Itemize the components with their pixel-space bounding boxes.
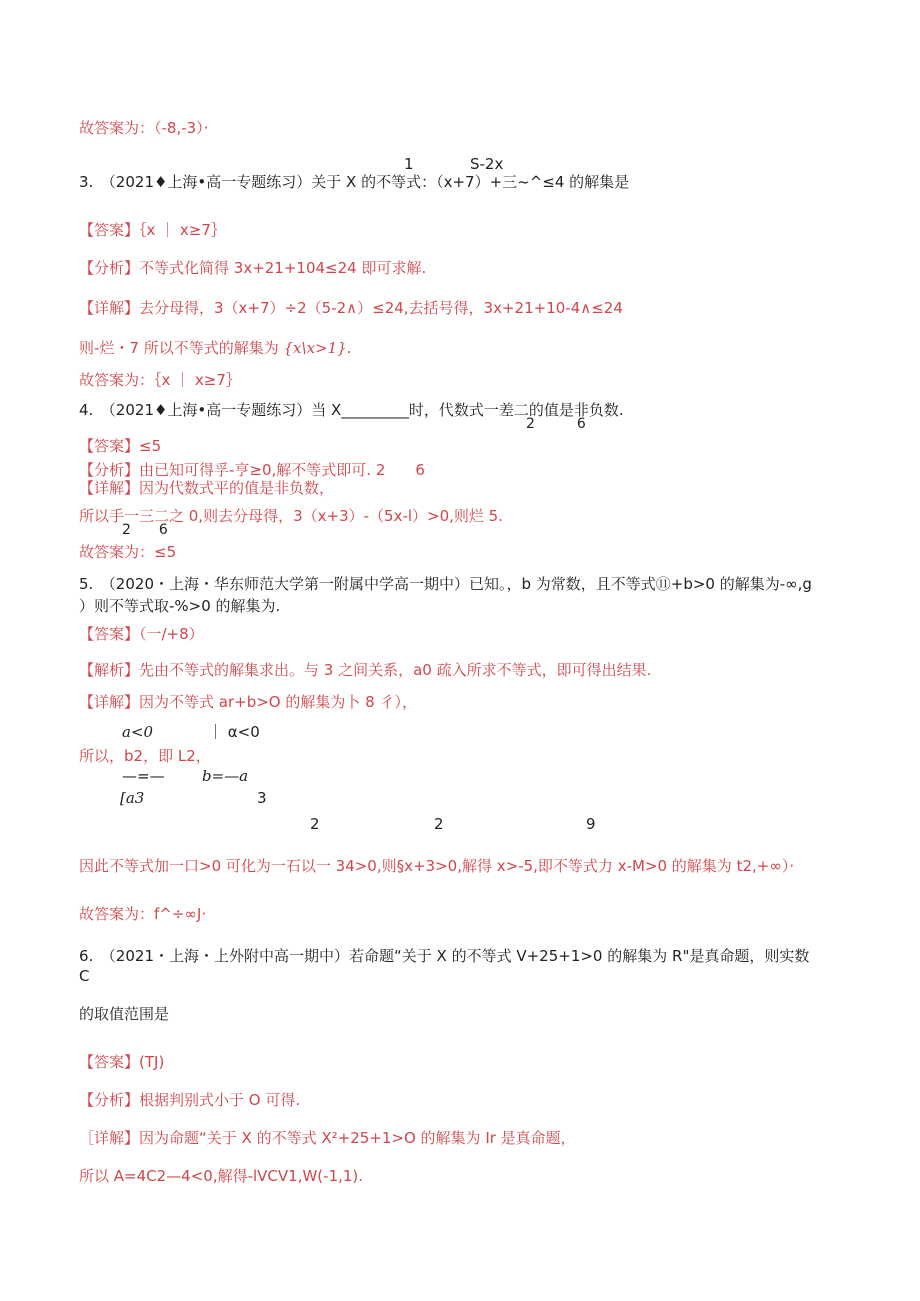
fraction-denominators: 2 6 — [122, 522, 168, 538]
system-line: a<0 — [122, 723, 154, 741]
number-2: 2 — [310, 815, 320, 833]
solution-line — [79, 338, 351, 358]
question-3: 3. （2021♦上海•高一专题练习）关于 X 的不等式：（x+7）+三~^≤4 的解集是 — [79, 173, 630, 191]
answer-label-line: 【答案】(TJ) — [79, 1053, 165, 1071]
answer-label-line: 【答案】｛x ｜ x≥7｝ — [79, 221, 226, 239]
answer-line: 故答案为：｛x ｜ x≥7｝ — [79, 371, 241, 389]
system-line: b=—a — [202, 767, 249, 785]
analysis-line: 【分析】根据判别式小于 O 可得. — [79, 1091, 301, 1109]
answer-line: 故答案为：≤5 — [79, 543, 177, 561]
detail-line: 【详解】因为不等式 ar+b>O 的解集为卜 8 彳）， — [79, 693, 417, 711]
system-line: —=— — [122, 767, 165, 785]
analysis-line: 【解析】先由不等式的解集求出。与 3 之间关系，a0 疏入所求不等式，即可得出结果. — [79, 661, 652, 679]
number-9: 9 — [586, 815, 596, 833]
detail-line: ［详解】因为命题“关于 X 的不等式 X²+25+1>O 的解集为 Ir 是真命题， — [79, 1129, 576, 1147]
answer-line: 故答案为：f^÷∞J· — [79, 905, 207, 923]
analysis-line: 【分析】由已知可得孚-亨≥0,解不等式即可. 2 6 — [79, 461, 425, 479]
fraction-numerator: 1 — [404, 155, 414, 173]
analysis-line: 【分析】不等式化简得 3x+21+104≤24 即可求解. — [79, 259, 427, 277]
answer-line: 故答案为：（-8,-3）· — [79, 119, 209, 137]
question-6-continued: C — [79, 967, 90, 985]
solution-text: 则-烂・7 所以不等式的解集为 — [79, 339, 279, 357]
solution-set: {x\x>1}. — [283, 339, 352, 357]
question-6: 6. （2021・上海・上外附中高一期中）若命题“关于 X 的不等式 V+25+1>0 的解集为 R"是真命题，则实数 — [79, 947, 810, 965]
question-6-continued: 的取值范围是 — [79, 1005, 170, 1023]
system-line: ｜ α<0 — [208, 723, 260, 741]
answer-label-line: 【答案】≤5 — [79, 437, 162, 455]
system-line: [a3 — [120, 789, 145, 807]
solution-line: 所以 A=4C2—4<0,解得-lVCV1,W(-1,1). — [79, 1167, 364, 1185]
question-5-continued: ）则不等式取-%>0 的解集为. — [79, 597, 281, 615]
solution-line: 因此不等式加一口>0 可化为一石以一 34>0,则§x+3>0,解得 x>-5,即不等式力 x-M>0 的解集为 t2,+∞）· — [79, 857, 795, 875]
solution-line: 所以手一三二之 0,则去分母得，3（x+3）-（5x-l）>0,则烂 5. — [79, 507, 503, 525]
answer-label-line: 【答案】（一/+8） — [79, 625, 204, 643]
fraction-denominators: 2 6 — [526, 416, 586, 432]
solution-line: 所以，b2，即 L2， — [79, 747, 211, 765]
question-4: 4. （2021♦上海•高一专题练习）当 X_________时，代数式一差二的值是非负数. — [79, 401, 624, 419]
detail-line: 【详解】去分母得，3（x+7）÷2（5-2∧）≤24,去括号得，3x+21+10-4∧≤24 — [79, 299, 623, 317]
fraction-numerator: S-2x — [470, 155, 504, 173]
system-line: 3 — [257, 789, 267, 807]
number-2: 2 — [434, 815, 444, 833]
detail-line: 【详解】因为代数式平的值是非负数， — [79, 479, 335, 497]
question-5: 5. （2020・上海・华东师范大学第一附属中学高一期中）已知。，b 为常数，且不等式⑪+b>0 的解集为-∞,g — [79, 575, 812, 593]
